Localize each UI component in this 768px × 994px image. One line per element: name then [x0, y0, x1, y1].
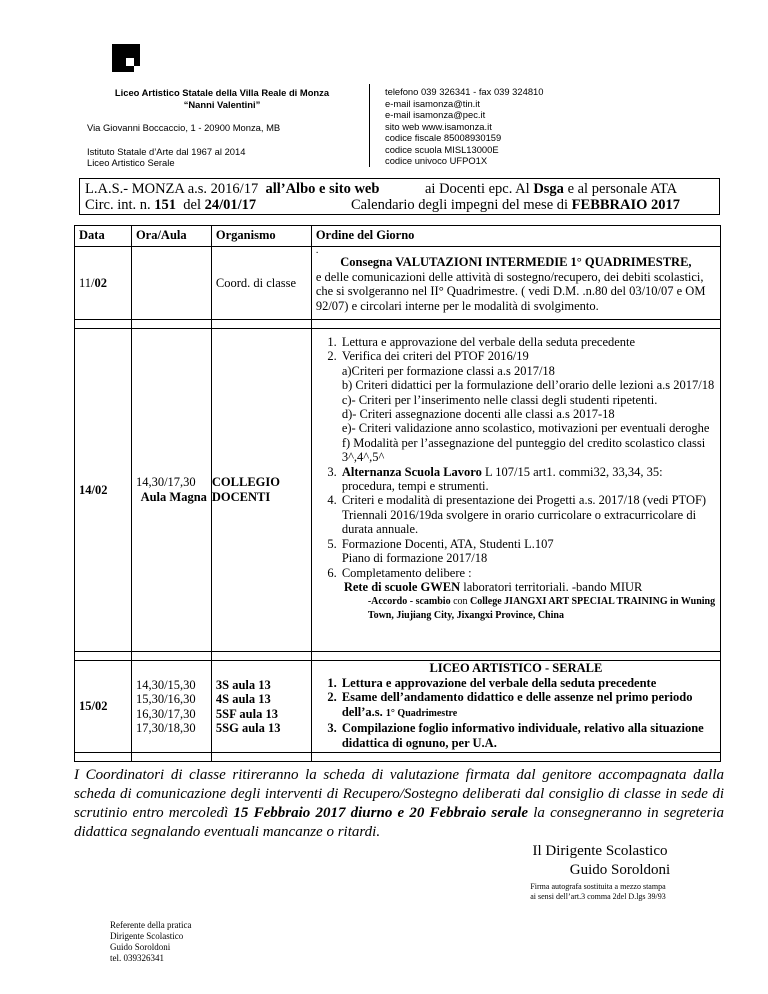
table-spacer-row — [75, 652, 721, 661]
row2-item-2d: d)- Criteri assegnazione docenti alle classi a.s 2017-18 — [341, 407, 615, 422]
school-subtitle: “Nanni Valentini” — [183, 98, 261, 110]
row2-item-2f: f) Modalità per l’assegnazione del punteggio del credito scolastico classi 3^,4^,5^ — [341, 435, 706, 465]
row2-item-6-rete-text: laboratori territoriali. -bando MIUR — [463, 579, 643, 594]
header-organismo: Organismo — [211, 226, 311, 247]
school-name: Liceo Artistico Statale della Villa Reale di Monza — [114, 87, 330, 98]
table-row — [75, 661, 721, 753]
table-row — [75, 247, 721, 320]
circular-school-year: L.A.S.- MONZA a.s. 2016/17 — [85, 181, 259, 197]
signature-note-1: Firma autografa sostituita a mezzo stampa — [530, 882, 666, 891]
row2-item-2c: c)- Criteri per l’inserimento nelle classi degli studenti ripetenti. — [341, 392, 658, 407]
school-logo-icon — [112, 44, 140, 72]
circular-date: 24/01/17 — [204, 197, 257, 213]
row2-accordo-label: -Accordo - scambio — [367, 596, 451, 608]
circular-month: FEBBRAIO 2017 — [571, 197, 681, 213]
row2-accordo — [316, 595, 716, 623]
row2-org-1: COLLEGIO — [211, 475, 280, 489]
contact-email-2: e-mail isamonza@pec.it — [385, 109, 486, 120]
contact-unique-code: codice univoco UFPO1X — [385, 155, 488, 166]
row3-item-3: 3. Compilazione foglio informativo individuale, relativo alla situazione didattica di ognuno, per U.A. — [340, 721, 716, 750]
circular-dsga: Dsga — [533, 181, 564, 197]
circular-box — [79, 178, 720, 215]
referent-phone: tel. 039326341 — [110, 953, 164, 963]
row2-accordo-college: College JIANGXI ART SPECIAL TRAINING in Wuning Town, Jiujiang City, Jixangxi Province, China — [367, 596, 716, 622]
row2-item-2a: a)Criteri per formazione classi a.s 2017/18 — [341, 363, 555, 378]
footnote-text-c: la consegneranno in segreteria didattica segnalando eventuali mancanze o ritardi. — [74, 805, 725, 840]
signature-note-2: ai sensi dell’art.3 comma 2del D.lgs 39/93 — [530, 892, 666, 901]
row2-item-1: 1. Lettura e approvazione del verbale della seduta precedente — [340, 335, 716, 349]
table-spacer-row — [75, 320, 721, 329]
contact-tax-code: codice fiscale 85008930159 — [385, 132, 502, 143]
footnote-text-a: I Coordinatori di classe ritireranno la scheda di valutazione firmata dal genitore accompagnata dalla scheda di comunicazione degli interventi di Recupero/Sostegno deliberati dal consiglio di classe in sede di scrutinio entro mercoledì — [74, 767, 724, 821]
row3-time-1: 14,30/15,30 — [135, 677, 196, 692]
row2-room: Aula Magna — [140, 490, 207, 504]
row2-item-6-rete: Rete di scuole GWEN — [343, 579, 461, 594]
referent-title: Referente della pratica — [110, 920, 192, 930]
school-contacts — [385, 86, 543, 167]
row3-item-2-small: 1° Quadrimestre — [385, 707, 458, 719]
contact-school-code: codice scuola MISL13000E — [385, 143, 499, 155]
row3-item-2-text: Esame dell’andamento didattico e delle assenze nel primo periodo dell’a.s. — [341, 690, 693, 719]
circular-number-label: Circ. int. n. — [85, 197, 151, 213]
contact-phone: telefono 039 326341 - fax 039 324810 — [385, 86, 544, 97]
row2-time: 14,30/17,30 — [135, 475, 196, 489]
table-header-row — [75, 226, 721, 247]
row1-text: e delle comunicazioni delle attività di sostegno/recupero, dei debiti scolastici, che si svolgeranno nel II° Quadrimestre. ( vedi D.M. .n.80 del 03/10/07 e OM 92/07) e circolari interne per le modalità di svolgimento. — [315, 269, 706, 313]
row1-ora — [131, 247, 211, 320]
row2-item-6 — [340, 566, 716, 595]
row2-date-text: 14/02 — [79, 482, 108, 497]
row3-ordine — [311, 661, 720, 753]
header-divider — [369, 84, 370, 167]
footnote — [74, 766, 724, 842]
row3-time-3: 16,30/17,30 — [135, 706, 196, 721]
circular-line-1 — [85, 181, 379, 197]
circular-albo: all’Albo e sito web — [265, 181, 380, 197]
row3-ore — [131, 661, 211, 753]
row3-room-1: 3S aula 13 — [215, 677, 271, 692]
row2-item-2b: b) Criteri didattici per la formulazione dell’orario delle lezioni a.s 2017/18 — [341, 378, 715, 393]
row1-date-day: 11/ — [79, 275, 95, 290]
row3-room-4: 5SG aula 13 — [215, 721, 281, 735]
table-row — [75, 329, 721, 652]
row3-date-text: 15/02 — [79, 699, 108, 713]
contact-email-1: e-mail isamonza@tin.it — [385, 97, 480, 109]
row3-item-2 — [340, 690, 716, 721]
row2-item-3-bold: Alternanza Scuola Lavoro — [341, 464, 482, 479]
row2-item-5b: Piano di formazione 2017/18 — [341, 551, 488, 566]
referent-role: Dirigente Scolastico — [110, 931, 184, 941]
header-ora-aula: Ora/Aula — [131, 226, 211, 247]
row2-accordo-con: con — [453, 596, 468, 608]
circular-date-label: del — [183, 197, 201, 213]
footnote-dates: 15 Febbraio 2017 diurno e 20 Febbraio serale — [233, 805, 529, 821]
row2-item-2e: e)- Criteri validazione anno scolastico, motivazioni per eventuali deroghe — [341, 421, 710, 436]
row3-item-1: 1. Lettura e approvazione del verbale della seduta precedente — [340, 676, 716, 691]
row2-item-5a: 5. Formazione Docenti, ATA, Studenti L.107 — [341, 536, 554, 551]
row2-item-2-title: 2. Verifica dei criteri del PTOF 2016/19 — [341, 349, 529, 364]
referent-name: Guido Soroldoni — [110, 942, 171, 952]
row3-time-4: 17,30/18,30 — [135, 721, 196, 735]
row2-item-6-title: 6. Completamento delibere : — [341, 565, 472, 580]
row1-organismo: Coord. di classe — [211, 247, 311, 320]
row3-room-2: 4S aula 13 — [215, 692, 271, 706]
school-serale: Liceo Artistico Serale — [87, 157, 175, 168]
row2-org-2: DOCENTI — [211, 490, 271, 504]
row3-room-3: 5SF aula 13 — [215, 706, 278, 721]
row1-ordine — [311, 247, 720, 320]
signature-role: Il Dirigente Scolastico — [532, 843, 668, 859]
row2-item-3 — [340, 465, 716, 494]
row1-date-month: 02 — [94, 275, 108, 290]
header-data: Data — [75, 226, 132, 247]
row3-title: LICEO ARTISTICO - SERALE — [429, 661, 603, 675]
row2-ora — [131, 329, 211, 652]
circular-subject-text: Calendario degli impegni del mese di — [351, 197, 569, 213]
signature-name: Guido Soroldoni — [569, 862, 671, 878]
school-history: Istituto Statale d’Arte dal 1967 al 2014 — [87, 145, 246, 157]
row1-date — [75, 247, 132, 320]
row2-item-4: 4. Criteri e modalità di presentazione dei Progetti a.s. 2017/18 (vedi PTOF) Triennali 2016/19da svolgere in orario curricolare o extracurricolare di durata annuale. — [340, 493, 716, 536]
row2-item-2 — [340, 349, 716, 464]
row3-date — [75, 661, 132, 753]
school-info — [87, 87, 357, 169]
row2-item-5 — [340, 537, 716, 566]
referent — [110, 920, 191, 964]
circular-recipients-text: ai Docenti epc. Al — [425, 181, 530, 197]
contact-website: sito web www.isamonza.it — [385, 120, 492, 132]
school-address: Via Giovanni Boccaccio, 1 - 20900 Monza, MB — [87, 122, 281, 133]
schedule-table — [74, 225, 721, 762]
circular-subject — [351, 197, 680, 213]
header-ordine-giorno: Ordine del Giorno — [311, 226, 720, 247]
row1-dot: . — [315, 245, 319, 256]
row3-time-2: 15,30/16,30 — [135, 692, 196, 706]
row2-organismo — [211, 329, 311, 652]
row1-title: Consegna VALUTAZIONI INTERMEDIE 1° QUADRIMESTRE, — [340, 255, 692, 269]
row3-aule — [211, 661, 311, 753]
circular-ata: e al personale ATA — [567, 181, 678, 197]
row2-ordine — [311, 329, 720, 652]
signature — [520, 842, 680, 880]
circular-recipients — [425, 181, 677, 197]
circular-line-2 — [85, 197, 256, 213]
circular-number: 151 — [154, 197, 177, 213]
signature-note — [508, 882, 688, 902]
row2-date — [75, 329, 132, 652]
row2-item-3-text: L 107/15 art1. commi32, 33,34, 35: procedura, tempi e strumenti. — [341, 464, 663, 494]
table-spacer-row — [75, 753, 721, 762]
